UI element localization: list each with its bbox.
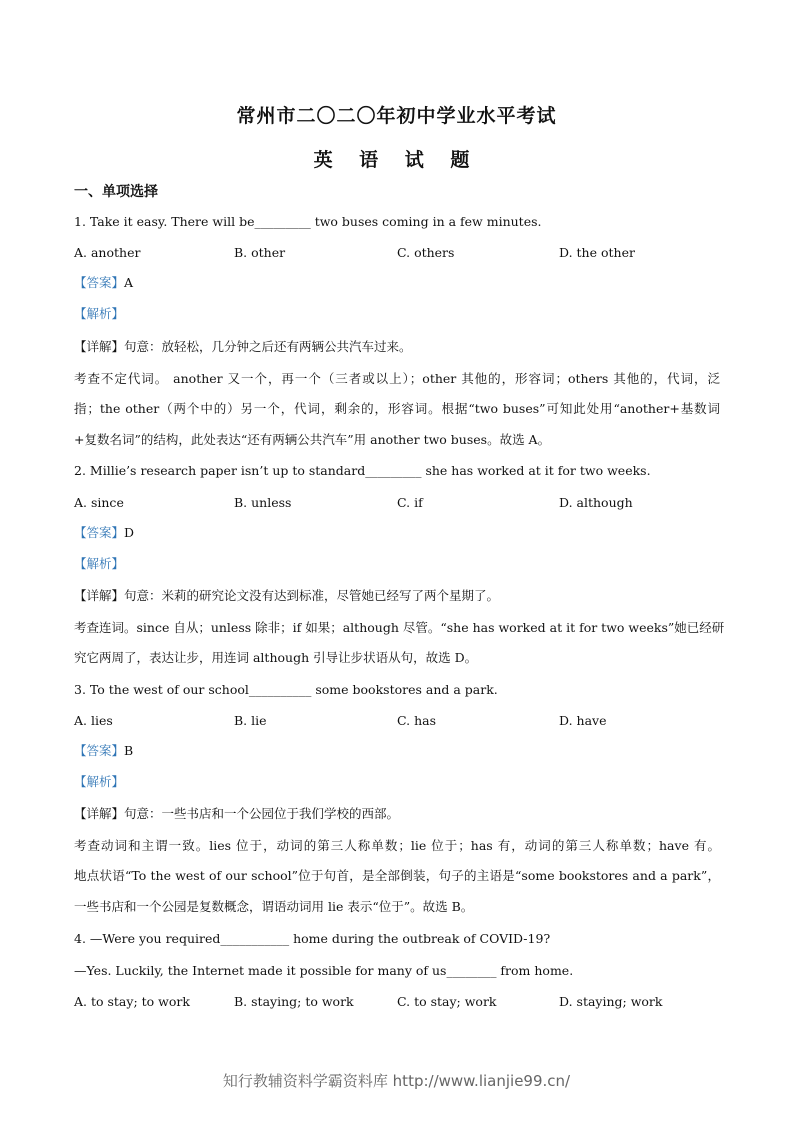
q1-explanation-1: 考查不定代词。 another 又一个，再一个（三者或以上）；other 其他的，形容词；others 其他的，代词，泛 bbox=[74, 371, 720, 386]
q2-detail bbox=[74, 587, 720, 605]
q3-analysis-tag: 【解析】 bbox=[74, 774, 125, 789]
q2-analysis-tag: 【解析】 bbox=[74, 556, 125, 571]
q4-option-a: A. to stay; to work bbox=[74, 994, 190, 1009]
answer-tag: 【答案】 bbox=[74, 525, 125, 540]
exam-subtitle: 英 语 试 题 bbox=[313, 149, 480, 171]
q2-stem: 2. Millie’s research paper isn’t up to standard_________ she has worked at it for two weeks. bbox=[74, 463, 651, 478]
detail-tag: 【详解】 bbox=[74, 339, 125, 354]
answer-value: A bbox=[124, 275, 134, 290]
q2-explanation-2: 究它两周了，表达让步，用连词 although 引导让步状语从句，故选 D。 bbox=[74, 650, 478, 665]
q3-option-a: A. lies bbox=[74, 713, 113, 728]
detail-text: 句意：米莉的研究论文没有达到标准，尽管她已经写了两个星期了。 bbox=[124, 588, 500, 603]
section-heading: 一、单项选择 bbox=[74, 184, 158, 200]
q3-explanation-3: 一些书店和一个公园是复数概念，谓语动词用 lie 表示“位于”。故选 B。 bbox=[74, 899, 474, 914]
q4-stem-1: 4. —Were you required___________ home during the outbreak of COVID-19? bbox=[74, 931, 551, 946]
q2-option-c: C. if bbox=[397, 495, 423, 510]
q4-option-c: C. to stay; work bbox=[397, 994, 497, 1009]
q3-explanation-2: 地点状语“To the west of our school”位于句首，是全部倒装，句子的主语是“some bookstores and a park”， bbox=[74, 868, 720, 883]
q2-option-b: B. unless bbox=[234, 495, 292, 510]
q4-option-d: D. staying; work bbox=[559, 994, 663, 1009]
detail-tag: 【详解】 bbox=[74, 588, 125, 603]
q1-option-a: A. another bbox=[74, 245, 141, 260]
q3-option-b: B. lie bbox=[234, 713, 267, 728]
q1-explanation-3: +复数名词”的结构，此处表达“还有两辆公共汽车”用 another two buses。故选 A。 bbox=[74, 432, 551, 447]
q4-option-b: B. staying; to work bbox=[234, 994, 354, 1009]
q3-stem: 3. To the west of our school__________ some bookstores and a park. bbox=[74, 682, 498, 697]
q1-stem: 1. Take it easy. There will be_________ two buses coming in a few minutes. bbox=[74, 214, 542, 229]
q1-analysis-tag: 【解析】 bbox=[74, 306, 125, 321]
footer-watermark: 知行教辅资料学霸资料库 http://www.lianjie99.cn/ bbox=[222, 1072, 571, 1090]
q3-detail bbox=[74, 805, 720, 823]
q1-option-d: D. the other bbox=[559, 245, 635, 260]
detail-tag: 【详解】 bbox=[74, 806, 125, 821]
q1-explanation-2: 指；the other（两个中的）另一个，代词，剩余的，形容词。根据“two buses”可知此处用“another+基数词 bbox=[74, 401, 720, 416]
exam-title: 常州市二〇二〇年初中学业水平考试 bbox=[236, 105, 557, 127]
q3-explanation-1: 考查动词和主谓一致。lies 位于，动词的第三人称单数；lie 位于；has 有，动词的第三人称单数；have 有。 bbox=[74, 838, 720, 853]
detail-text: 句意：放轻松，几分钟之后还有两辆公共汽车过来。 bbox=[124, 339, 412, 354]
answer-value: D bbox=[124, 525, 135, 540]
answer-tag: 【答案】 bbox=[74, 743, 125, 758]
detail-text: 句意：一些书店和一个公园位于我们学校的西部。 bbox=[124, 806, 400, 821]
answer-tag: 【答案】 bbox=[74, 275, 125, 290]
q1-option-b: B. other bbox=[234, 245, 286, 260]
q2-explanation-1: 考查连词。since 自从；unless 除非；if 如果；although 尽管。“she has worked at it for two weeks”她已经研 bbox=[74, 620, 725, 635]
q4-stem-2: —Yes. Luckily, the Internet made it possible for many of us________ from home. bbox=[74, 963, 574, 978]
q1-detail bbox=[74, 338, 720, 356]
q3-answer bbox=[74, 742, 720, 760]
q1-answer bbox=[74, 274, 720, 292]
answer-value: B bbox=[124, 743, 134, 758]
q2-answer bbox=[74, 524, 720, 542]
q3-option-d: D. have bbox=[559, 713, 607, 728]
q2-option-a: A. since bbox=[74, 495, 124, 510]
q1-option-c: C. others bbox=[397, 245, 455, 260]
q3-option-c: C. has bbox=[397, 713, 436, 728]
q2-option-d: D. although bbox=[559, 495, 633, 510]
